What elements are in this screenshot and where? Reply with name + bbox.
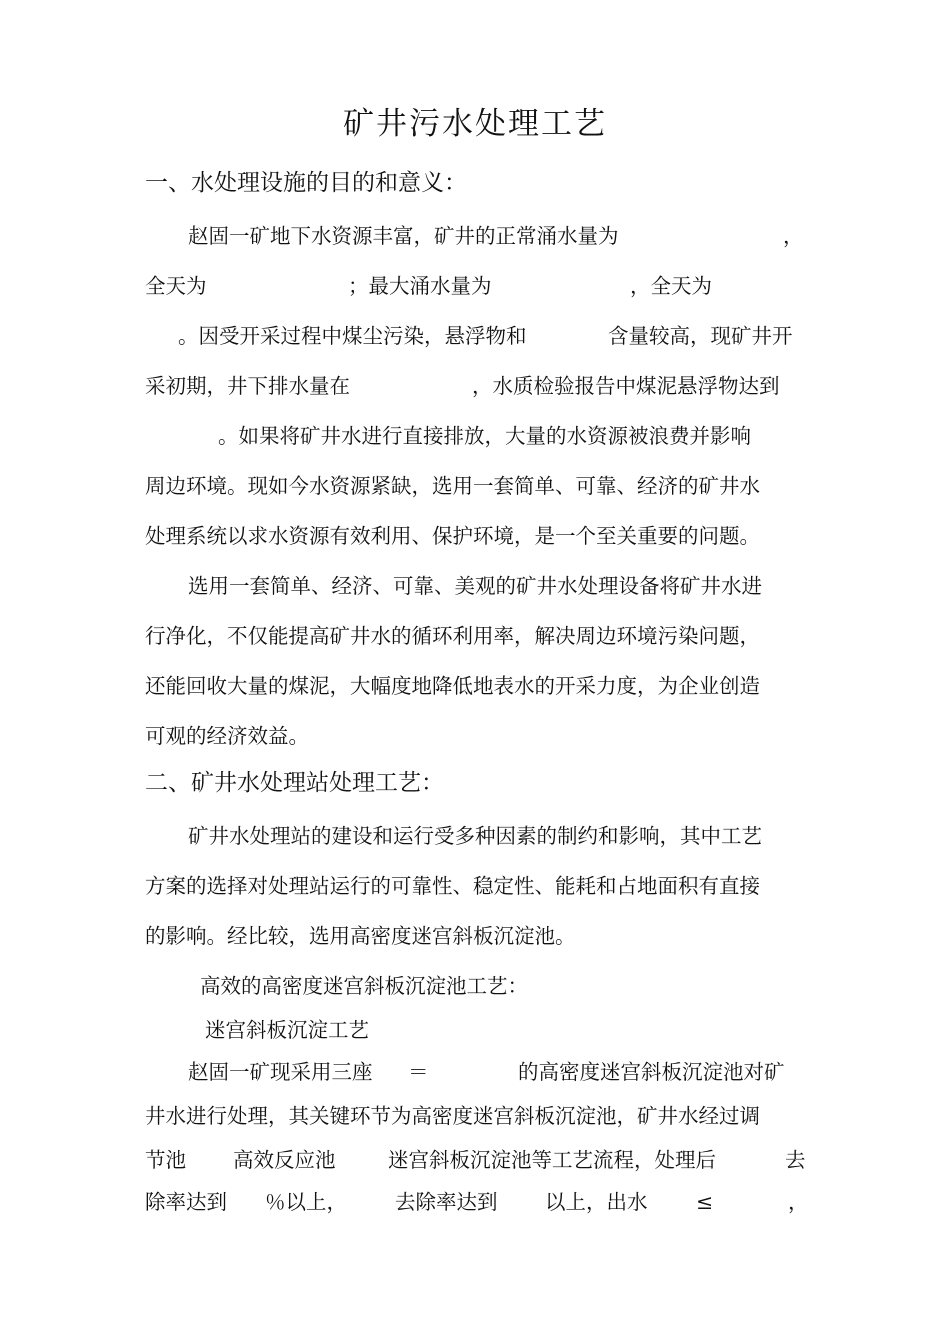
paragraph-text: 。如果将矿井水进行直接排放，大量的水资源被浪费并影响 [218, 424, 751, 448]
paragraph-text: ， [783, 224, 804, 248]
paragraph-text: 还能回收大量的煤泥，大幅度地降低地表水的开采力度，为企业创造 [145, 674, 760, 698]
paragraph-text: 除率达到 [145, 1190, 227, 1214]
paragraph-text: 处理系统以求水资源有效利用、保护环境，是一个至关重要的问题。 [145, 524, 760, 548]
paragraph-text: 行净化，不仅能提高矿井水的循环利用率，解决周边环境污染问题， [145, 624, 760, 648]
paragraph-text: ≤ [696, 1190, 714, 1214]
paragraph-text: 节池 [145, 1148, 186, 1172]
paragraph-text: 矿井水处理站的建设和运行受多种因素的制约和影响，其中工艺 [188, 824, 762, 848]
paragraph-text: ＝ [408, 1060, 429, 1084]
paragraph-text: 的影响。经比较，选用高密度迷宫斜板沉淀池。 [145, 924, 576, 948]
paragraph-text: 赵固一矿现采用三座 [188, 1060, 373, 1084]
paragraph-text: 迷宫斜板沉淀池等工艺流程，处理后 [388, 1148, 716, 1172]
paragraph-text: 赵固一矿地下水资源丰富，矿井的正常涌水量为 [188, 224, 619, 248]
paragraph-text: ，全天为 [630, 274, 712, 298]
paragraph-text: 选用一套简单、经济、可靠、美观的矿井水处理设备将矿井水进 [188, 574, 762, 598]
section-2-heading: 二、矿井水处理站处理工艺： [145, 770, 444, 796]
paragraph-text: 可观的经济效益。 [145, 724, 309, 748]
paragraph-text: 全天为 [145, 274, 207, 298]
paragraph-text: ，水质检验报告中煤泥悬浮物达到 [472, 374, 780, 398]
document-title: 矿井污水处理工艺 [343, 106, 607, 142]
subheading: 迷宫斜板沉淀工艺 [205, 1018, 369, 1042]
paragraph-text: 方案的选择对处理站运行的可靠性、稳定性、能耗和占地面积有直接 [145, 874, 760, 898]
paragraph-text: 采初期，井下排水量在 [145, 374, 350, 398]
paragraph-text: 去除率达到 [395, 1190, 498, 1214]
paragraph-text: 。因受开采过程中煤尘污染，悬浮物和 [178, 324, 527, 348]
paragraph-text: 井水进行处理，其关键环节为高密度迷宫斜板沉淀池，矿井水经过调 [145, 1104, 760, 1128]
paragraph-text: 周边环境。现如今水资源紧缺，选用一套简单、可靠、经济的矿井水 [145, 474, 760, 498]
paragraph-text: 的高密度迷宫斜板沉淀池对矿 [518, 1060, 785, 1084]
paragraph-text: 含量较高，现矿井开 [608, 324, 793, 348]
paragraph-text: ％以上， [265, 1190, 347, 1214]
subheading: 高效的高密度迷宫斜板沉淀池工艺： [200, 974, 528, 998]
section-1-heading: 一、水处理设施的目的和意义： [145, 170, 467, 196]
paragraph-text: 去 [785, 1148, 806, 1172]
paragraph-text: 以上，出水 [545, 1190, 648, 1214]
paragraph-text: ；最大涌水量为 [348, 274, 492, 298]
paragraph-text: 高效反应池 [233, 1148, 336, 1172]
paragraph-text: ， [788, 1190, 809, 1214]
